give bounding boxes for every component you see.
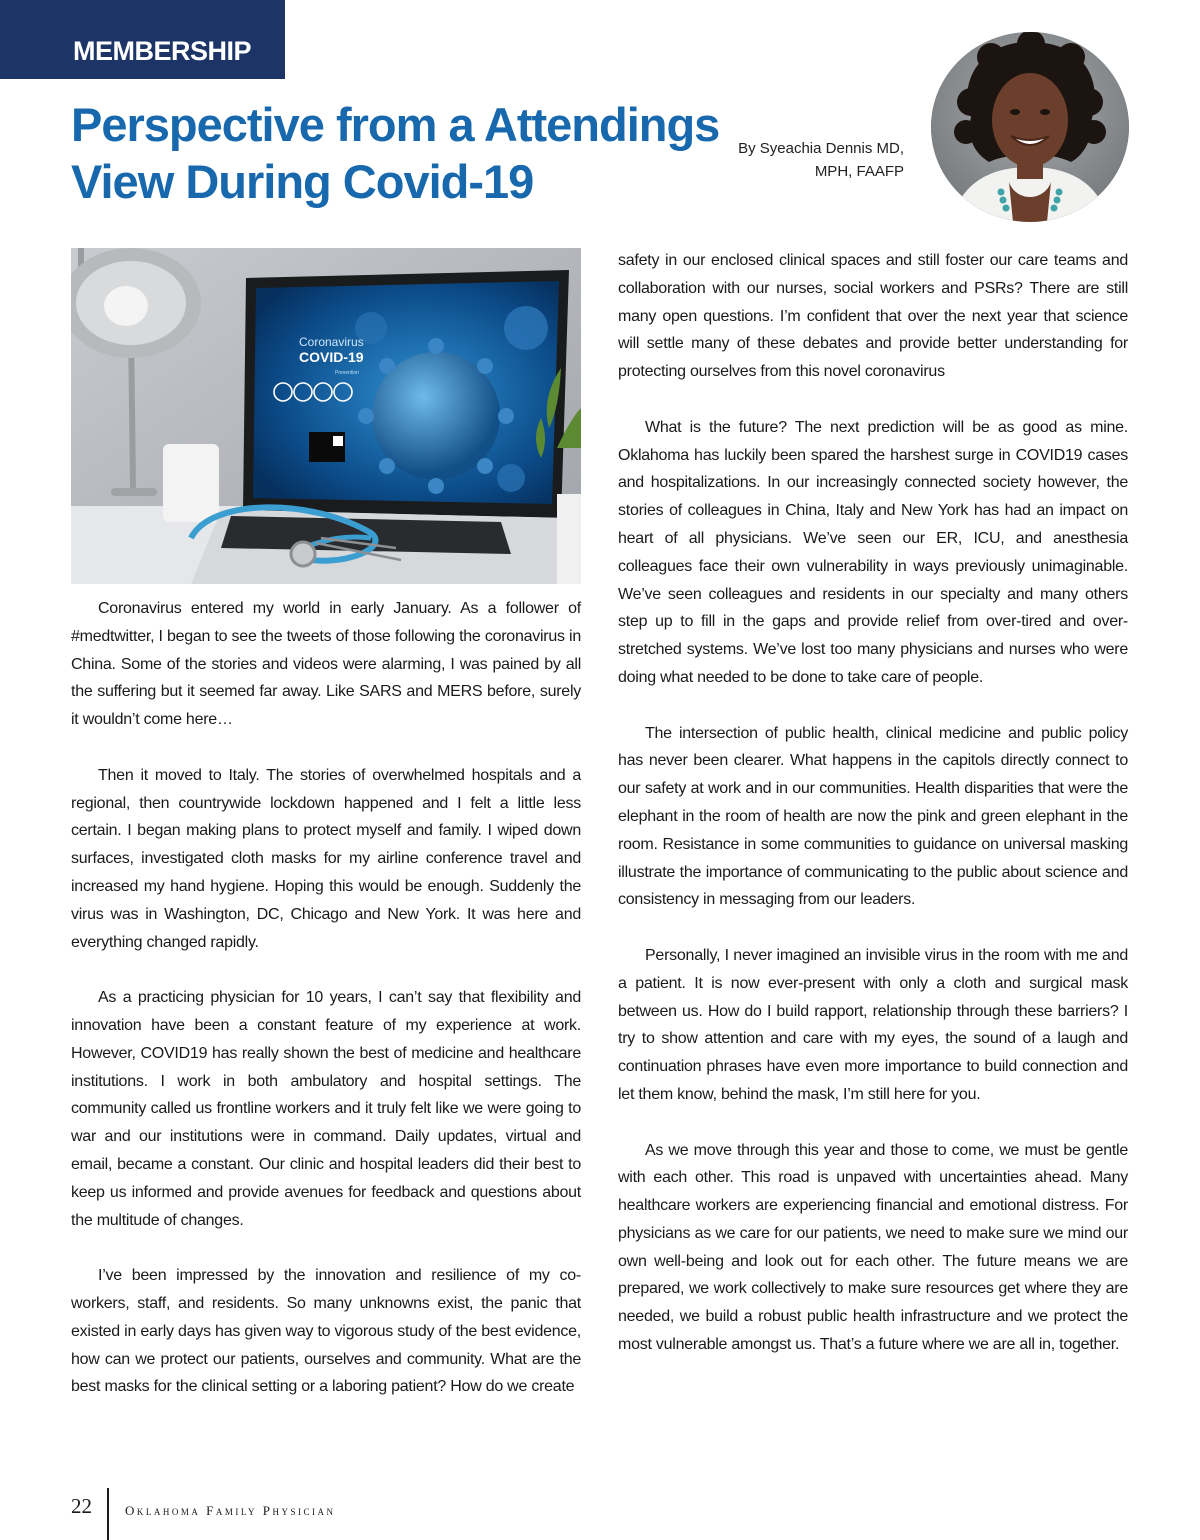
article-column-right: [618, 247, 1128, 1387]
byline: [738, 137, 904, 183]
author-portrait: [931, 32, 1129, 222]
author-portrait-illustration: [931, 32, 1129, 222]
publication-name: Oklahoma Family Physician: [125, 1503, 336, 1518]
article-paragraph: Then it moved to Italy. The stories of overwhelmed hospitals and a regional, then countrywide lockdown happened and I felt a little less certain. I began making plans to protect myself and family. I wiped down surfaces, investigated cloth masks for my airline conference travel and increased my hand hygiene. Hoping this would be enough. Suddenly the virus was in Washington, DC, Chicago and New York. It was here and everything changed rapidly.: [71, 766, 581, 951]
article-paragraph: I’ve been impressed by the innovation and resilience of my co-workers, staff, and residents. So many unknowns exist, the panic that existed in early days has given way to vigorous study of the best evidence, how can we protect our patients, ourselves and community. What are the best masks for the clinical setting or a laboring patient? How do we create: [71, 1267, 581, 1396]
article-paragraph: As we move through this year and those to come, we must be gentle with each other. This road is unpaved with uncertainties ahead. Many healthcare workers are experiencing financial and emotional distress. For physicians as we care for our patients, we need to make sure we mind our own well-being and look out for each other. The future means we are prepared, we work collectively to make sure resources get where they are needed, we build a robust public health infrastructure and we protect the most vulnerable amongst us. That’s a future where we are all in, together.: [618, 1141, 1128, 1354]
article-paragraph: Coronavirus entered my world in early January. As a follower of #medtwitter, I began to see the tweets of those following the coronavirus in China. Some of the stories and videos were alarming, I was pained by all the suffering but it seemed far away. Like SARS and MERS before, surely it wouldn’t come here…: [71, 600, 581, 729]
article-paragraph: As a practicing physician for 10 years, I can’t say that flexibility and innovation have been a constant feature of my experience at work. However, COVID19 has really shown the best of medicine and healthcare institutions. I work in both ambulatory and hospital settings. The community called us frontline workers and it truly felt like we were going to war and our institutions were in command. Daily updates, virtual and email, became a constant. Our clinic and hospital leaders did their best to keep us informed and provide avenues for feedback and questions about the multitude of changes.: [71, 989, 581, 1229]
article-paragraph: The intersection of public health, clinical medicine and public policy has never been clearer. What happens in the capitols directly connect to our safety at work and in our communities. Health disparities that were the elephant in the room of health are now the pink and green elephant in the room. Resistance in some communities to guidance on universal masking illustrate the importance of communicating to the public about science and consistency in messaging from our leaders.: [618, 724, 1128, 909]
article-title: [71, 96, 721, 210]
title-line-2: View During Covid-19: [71, 155, 534, 208]
article-column-left: [71, 595, 581, 1429]
footer-divider: [107, 1488, 109, 1540]
screen-subtitle: Prevention: [335, 370, 359, 376]
byline-line-2: MPH, FAAFP: [814, 163, 904, 180]
screen-title-small: Coronavirus: [299, 335, 364, 349]
title-line-1: Perspective from a Attendings: [71, 98, 720, 151]
article-paragraph: What is the future? The next prediction will be as good as mine. Oklahoma has luckily been spared the harshest surge in COVID19 cases and hospitalizations. In our increasingly connected society however, the stories of colleagues in China, Italy and New York has had an impact on heart of all physicians. We’ve seen our ER, ICU, and anesthesia colleagues face their own vulnerability in ways previously unimaginable. We’ve seen colleagues and residents in our specialty and many others step up to fill in the gaps and provide relief from over-tired and over-stretched systems. We’ve lost too many physicians and nurses who were doing what needed to be done to take care of people.: [618, 418, 1128, 686]
screen-title: COVID-19: [299, 349, 364, 365]
article-paragraph: Personally, I never imagined an invisible virus in the room with me and a patient. It is now ever-present with only a cloth and surgical mask between us. How do I build rapport, relationship through these barriers? I try to show attention and care with my eyes, the sound of a laugh and continuation phrases have even more importance to build connection and let them know, behind the mask, I’m still here for you.: [618, 946, 1128, 1103]
covid-laptop-photo: [71, 248, 581, 584]
byline-line-1: By Syeachia Dennis MD,: [738, 140, 904, 157]
section-tab: [0, 0, 285, 79]
article-paragraph-continued: safety in our enclosed clinical spaces and still foster our care teams and collaboration with our nurses, social workers and PSRs? There are still many open questions. I’m confident that over the next year that science will settle many of these debates and provide better understanding for protecting ourselves from this novel coronavirus: [618, 252, 1128, 381]
page-number: 22: [71, 1494, 92, 1518]
virus-particle: [358, 338, 514, 494]
section-label: MEMBERSHIP: [73, 36, 252, 66]
covid-laptop-illustration: [71, 248, 581, 584]
